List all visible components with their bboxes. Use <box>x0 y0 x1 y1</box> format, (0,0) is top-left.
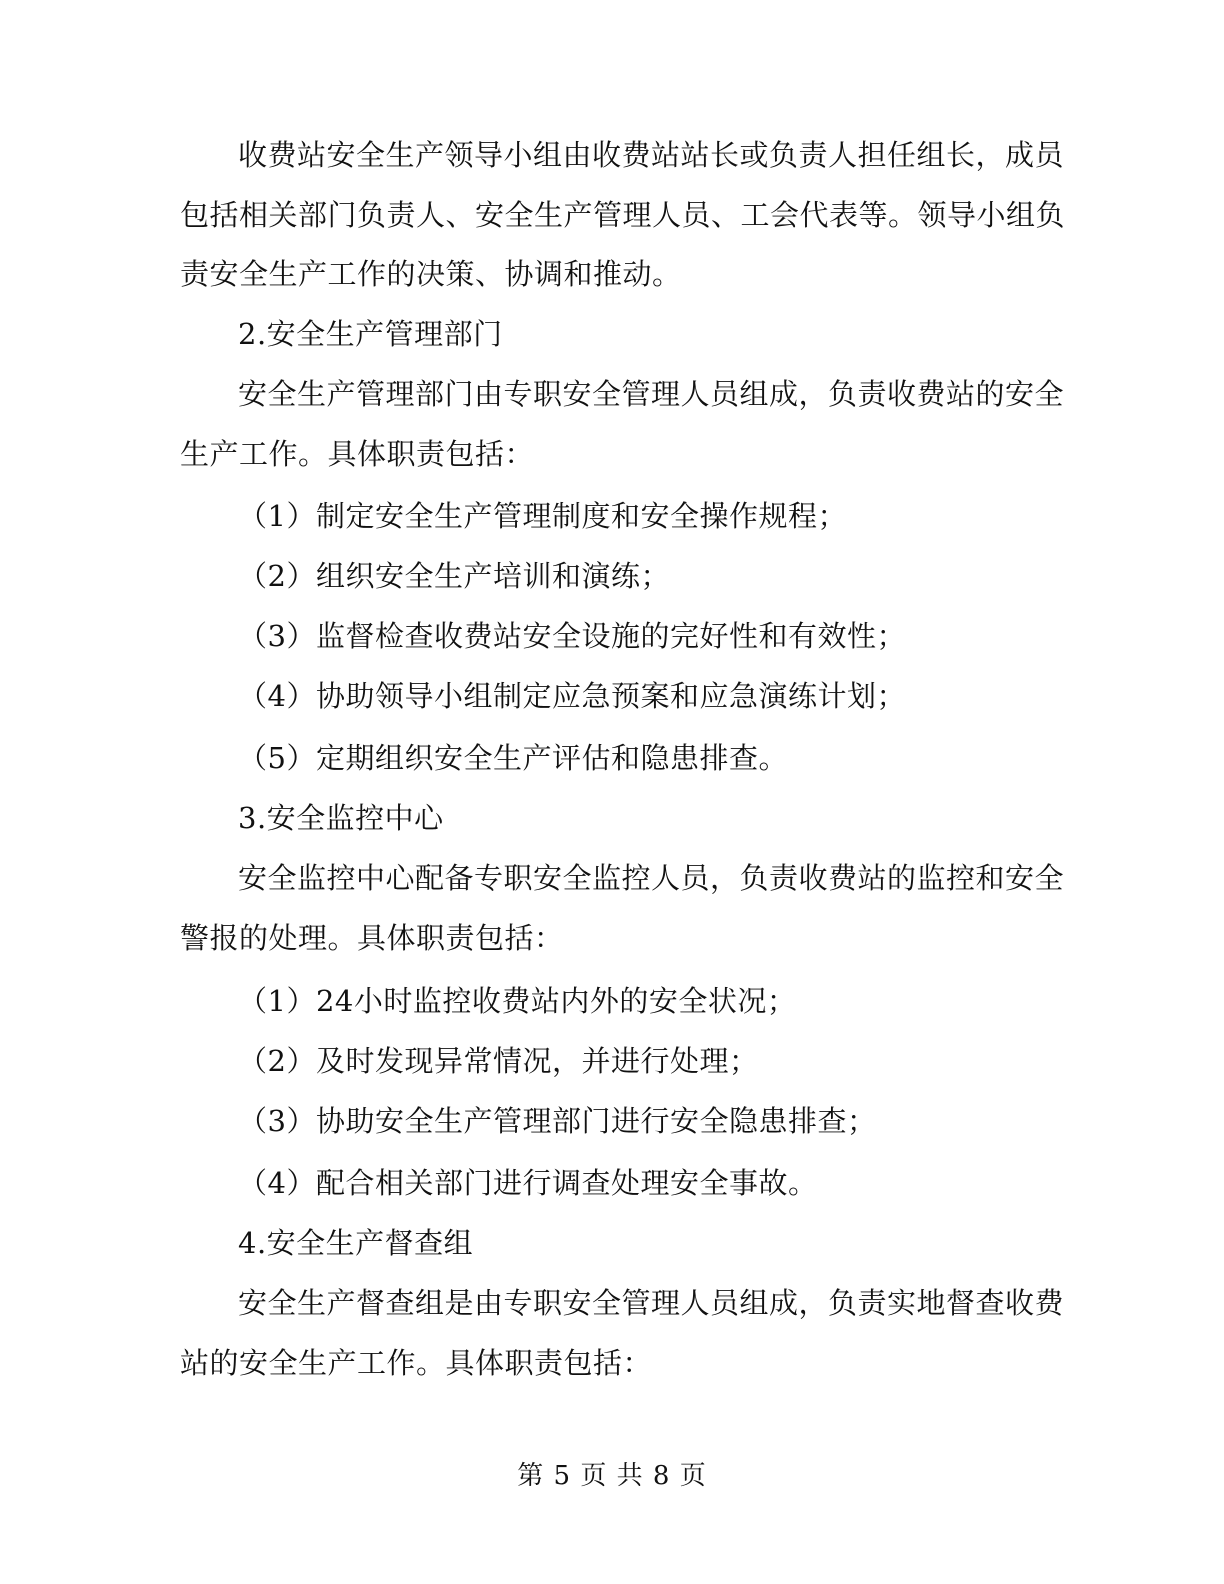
paragraph-line: 警报的处理。具体职责包括： <box>180 921 564 955</box>
list-item: （2）组织安全生产培训和演练； <box>238 559 670 593</box>
paragraph-line: 安全生产督查组是由专职安全管理人员组成，负责实地督查收费 <box>238 1286 1065 1320</box>
paragraph-line: 生产工作。具体职责包括： <box>180 437 535 471</box>
list-item: （4）协助领导小组制定应急预案和应急演练计划； <box>238 679 906 713</box>
section-heading: 2.安全生产管理部门 <box>238 317 503 351</box>
list-item: （3）监督检查收费站安全设施的完好性和有效性； <box>238 619 906 653</box>
section-heading: 3.安全监控中心 <box>238 801 444 835</box>
list-item: （5）定期组织安全生产评估和隐患排查。 <box>238 741 788 775</box>
page-number-footer: 第 5 页 共 8 页 <box>517 1461 707 1491</box>
paragraph-line: 包括相关部门负责人、安全生产管理人员、工会代表等。领导小组负 <box>180 198 1066 232</box>
section-heading: 4.安全生产督查组 <box>238 1226 474 1260</box>
paragraph-line: 收费站安全生产领导小组由收费站站长或负责人担任组长，成员 <box>238 138 1065 172</box>
list-item: （1）24小时监控收费站内外的安全状况； <box>238 984 797 1018</box>
list-item: （1）制定安全生产管理制度和安全操作规程； <box>238 499 847 533</box>
paragraph-line: 安全生产管理部门由专职安全管理人员组成，负责收费站的安全 <box>238 377 1065 411</box>
list-item: （3）协助安全生产管理部门进行安全隐患排查； <box>238 1104 877 1138</box>
paragraph-line: 安全监控中心配备专职安全监控人员，负责收费站的监控和安全 <box>238 861 1065 895</box>
paragraph-line: 责安全生产工作的决策、协调和推动。 <box>180 257 682 291</box>
paragraph-line: 站的安全生产工作。具体职责包括： <box>180 1346 653 1380</box>
list-item: （4）配合相关部门进行调查处理安全事故。 <box>238 1166 818 1200</box>
list-item: （2）及时发现异常情况，并进行处理； <box>238 1044 759 1078</box>
